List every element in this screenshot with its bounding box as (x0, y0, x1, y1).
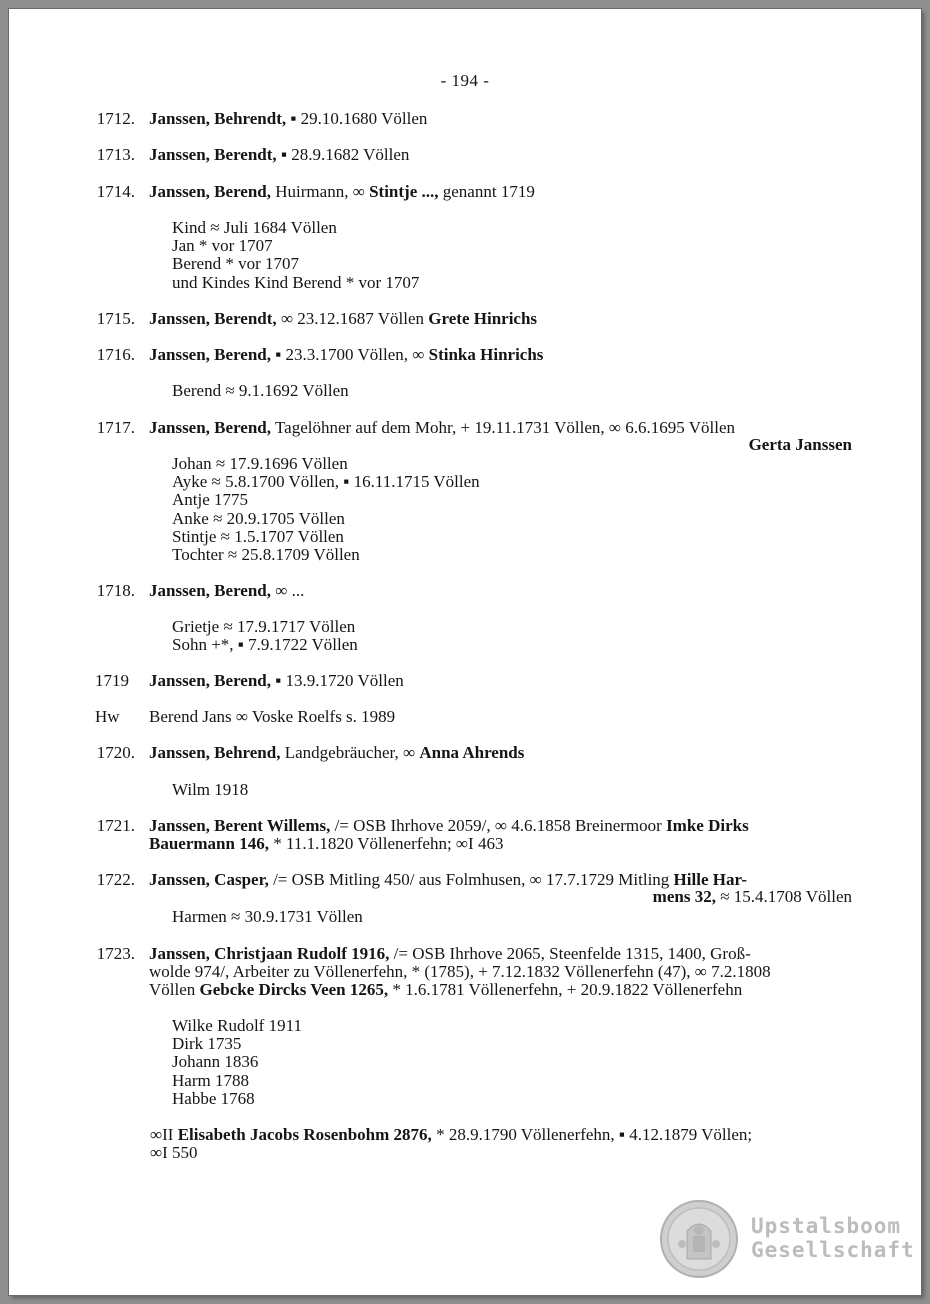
spouse-name: Anna Ahrends (419, 743, 525, 762)
entry-details: * 11.1.1820 Völlenerfehn; ∞I 463 (268, 834, 504, 853)
entry-details: Tagelöhner auf dem Mohr, + 19.11.1731 Völlen, ∞ 6.6.1695 Völlen (271, 418, 735, 437)
children-list-1716 (172, 382, 349, 400)
entry-name: Janssen, Berend, (149, 671, 272, 690)
children-list-1714 (172, 219, 419, 292)
entry-name: Janssen, Casper, (149, 870, 269, 889)
entry-name: Janssen, Berendt, (149, 145, 277, 164)
entry-name: Janssen, Berend, (149, 182, 272, 201)
entry-details: wolde 974/, Arbeiter zu Völlenerfehn, * (1785), + 7.12.1832 Völlenerfehn (47), ∞ 7.2.1808 (149, 962, 771, 981)
entry-details: /= OSB Ihrhove 2065, Steenfelde 1315, 1400, Groß- (389, 944, 751, 963)
entry-number: Hw (95, 707, 120, 726)
child-item: Tochter ≈ 25.8.1709 Völlen (172, 544, 360, 564)
child-item: Dirk 1735 (172, 1034, 242, 1054)
entry-name: Janssen, Behrend, (149, 743, 281, 762)
child-item: Berend * vor 1707 (172, 254, 300, 274)
society-name (751, 1214, 915, 1262)
entry-name: Janssen, Berend, (149, 581, 272, 600)
entry-details: /= OSB Ihrhove 2059/, ∞ 4.6.1858 Breinermoor (330, 816, 667, 835)
children-list-1717 (172, 455, 480, 564)
children-list-1722 (172, 908, 363, 926)
entry-details: Völlen (149, 980, 200, 999)
child-item: Harm 1788 (172, 1070, 249, 1090)
page-number: - 194 - (440, 71, 490, 90)
spouse-name-cont: mens 32, (652, 887, 716, 906)
child-item: Berend ≈ 9.1.1692 Völlen (172, 381, 349, 400)
entry-name: Janssen, Berend, (149, 345, 272, 364)
entry-details: ∞I 550 (150, 1143, 198, 1162)
entry-number: 1722. (96, 870, 135, 889)
child-item: Harmen ≈ 30.9.1731 Völlen (172, 907, 363, 926)
children-list-1720 (172, 781, 248, 799)
entry-number: 1715. (96, 309, 135, 328)
entry-number: 1723. (96, 944, 135, 963)
spouse-name-cont: Bauermann 146, (149, 834, 269, 853)
entry-details: /= OSB Mitling 450/ aus Folmhusen, ∞ 17.7.1729 Mitling (268, 870, 674, 889)
entry-details: ▪ 13.9.1720 Völlen (271, 671, 404, 690)
child-item: Johan ≈ 17.9.1696 Völlen (172, 454, 348, 473)
entry-details: Landgebräucher, ∞ (280, 743, 420, 762)
entry-details: ▪ 23.3.1700 Völlen, ∞ (271, 345, 429, 364)
entry-number: 1713. (96, 145, 135, 164)
entry-name: Janssen, Behrendt, (149, 109, 287, 128)
entry-number: 1717. (96, 418, 135, 437)
child-item: Jan * vor 1707 (172, 236, 273, 256)
child-item: Wilm 1918 (172, 780, 249, 799)
entry-details: ≈ 15.4.1708 Völlen (715, 887, 852, 906)
second-marriage (150, 1126, 752, 1144)
children-list-1723 (172, 1017, 302, 1108)
entry-number: 1718. (96, 581, 135, 600)
document-page (9, 9, 921, 1295)
entry-number: 1716. (96, 345, 135, 364)
second-marriage-line2 (150, 1144, 198, 1162)
child-item: Wilke Rudolf 1911 (172, 1016, 302, 1035)
child-item: Kind ≈ Juli 1684 Völlen (172, 218, 337, 237)
child-item: Habbe 1768 (172, 1088, 255, 1108)
child-item: und Kindes Kind Berend * vor 1707 (172, 272, 420, 292)
child-item: Ayke ≈ 5.8.1700 Völlen, ▪ 16.11.1715 Völlen (172, 472, 480, 492)
entry-details: * 28.9.1790 Völlenerfehn, ▪ 4.12.1879 Völlen; (431, 1125, 753, 1144)
entry-number: 1719 (95, 671, 129, 690)
child-item: Grietje ≈ 17.9.1717 Völlen (172, 617, 356, 636)
spouse-name: Stinka Hinrichs (428, 345, 544, 364)
entry-name: Janssen, Christjaan Rudolf 1916, (149, 944, 390, 963)
children-list-1718 (172, 618, 358, 654)
spouse-name: Gerta Janssen (748, 435, 852, 454)
entry-details: ▪ 29.10.1680 Völlen (286, 109, 428, 128)
spouse-name: Elisabeth Jacobs Rosenbohm 2876, (177, 1125, 432, 1144)
entry-name: Janssen, Berend, (149, 418, 272, 437)
child-item: Stintje ≈ 1.5.1707 Völlen (172, 526, 344, 546)
entry-details: * 1.6.1781 Völlenerfehn, + 20.9.1822 Völlenerfehn (388, 980, 743, 999)
entry-details-2: genannt 1719 (438, 182, 535, 201)
entry-number: 1720. (96, 743, 135, 762)
marriage-symbol: ∞II (150, 1125, 178, 1144)
entry-details: Huirmann, ∞ (271, 182, 370, 201)
child-item: Anke ≈ 20.9.1705 Völlen (172, 508, 345, 528)
entry-number: 1714. (96, 182, 135, 201)
child-item: Sohn +*, ▪ 7.9.1722 Völlen (172, 635, 358, 655)
entry-number: 1712. (96, 109, 135, 128)
spouse-name: Grete Hinrichs (428, 309, 538, 328)
society-name-line1: Upstalsboom (751, 1214, 902, 1238)
child-item: Johann 1836 (172, 1052, 259, 1072)
entry-name: Janssen, Berendt, (149, 309, 277, 328)
entry-details: ▪ 28.9.1682 Völlen (276, 145, 410, 164)
entry-details: Berend Jans ∞ Voske Roelfs s. 1989 (149, 707, 396, 726)
seal-logo-icon (659, 1199, 739, 1279)
spouse-name: Gebcke Dircks Veen 1265, (199, 980, 389, 999)
child-item: Antje 1775 (172, 490, 249, 510)
spouse-name: Imke Dirks (666, 816, 749, 835)
spouse-name: Stintje ..., (369, 182, 439, 201)
entry-name: Janssen, Berent Willems, (149, 816, 331, 835)
spouse-name: Hille Har- (673, 870, 748, 889)
entry-number: 1721. (96, 816, 135, 835)
entry-details: ∞ 23.12.1687 Völlen (276, 309, 429, 328)
society-name-line2: Gesellschaft (751, 1238, 915, 1262)
entry-details: ∞ ... (271, 581, 305, 600)
